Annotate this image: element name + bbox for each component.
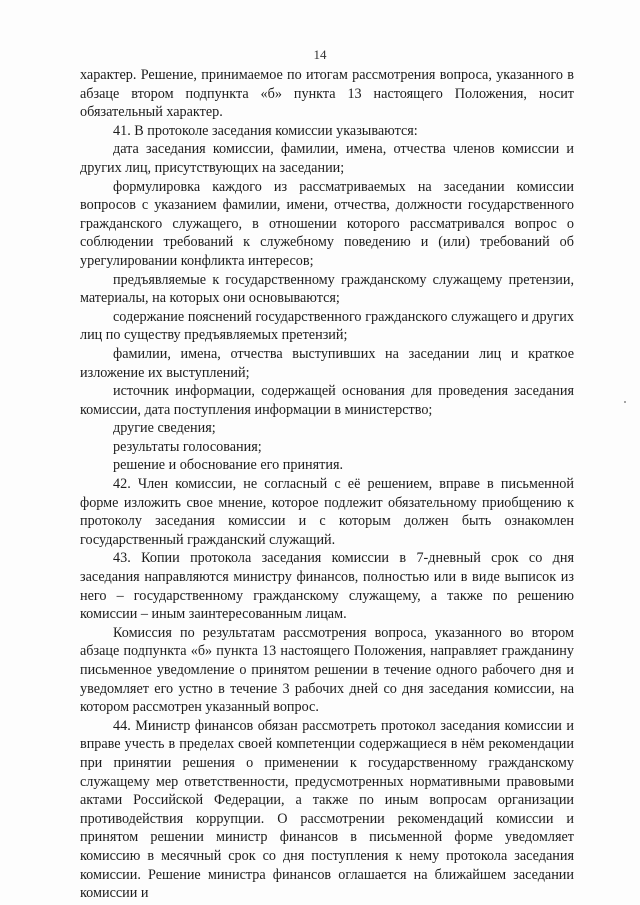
paragraph: дата заседания комиссии, фамилии, имена, отчества членов комиссии и других лиц, присутствующих на заседании;: [80, 141, 574, 176]
paragraph: формулировка каждого из рассматриваемых на заседании комиссии вопросов с указанием фамилии, имени, отчества, должности государственного гражданского служащего, в отношении которого рассматривался вопрос о соблюдении требований к служебному поведению и (или) требований об урегулировании конфликта интересов;: [80, 178, 574, 269]
paragraph: содержание пояснений государственного гражданского служащего и других лиц по существу предъявляемых претензий;: [80, 308, 574, 344]
paragraph: решение и обоснование его принятия.: [113, 457, 344, 474]
paragraph: результаты голосования;: [113, 438, 262, 455]
page-number: 14: [313, 47, 327, 62]
paragraph: Комиссия по результатам рассмотрения вопроса, указанного во втором абзаце подпункта «б» пункта 13 настоящего Положения, направляет гражданину письменное уведомление о принятом решении в течение одного рабочего дня и уведомляет его устно в течение 3 рабочих дней со дня заседания комиссии, на котором рассмотрен указанный вопрос.: [80, 624, 574, 716]
paragraph: 41. В протоколе заседания комиссии указываются:: [113, 122, 418, 139]
paragraph: фамилии, имена, отчества выступивших на заседании лиц и краткое изложение их выступлений;: [80, 345, 574, 381]
paragraph: источник информации, содержащей основания для проведения заседания комиссии, дата поступления информации в министерство;: [80, 383, 574, 418]
paragraph: 43. Копии протокола заседания комиссии в 7-дневный срок со дня заседания направляются министру финансов, полностью или в виде выписок из него – государственному гражданскому служащему, а также по решению комиссии – иным заинтересованным лицам.: [80, 550, 574, 623]
paragraph: другие сведения;: [113, 420, 216, 437]
paragraph: предъявляемые к государственному гражданскому служащему претензии, материалы, на которых они основываются;: [80, 271, 574, 307]
scan-speck: [624, 401, 626, 403]
document-body: [80, 66, 574, 903]
paragraph: характер. Решение, принимаемое по итогам рассмотрения вопроса, указанного в абзаце втором подпункта «б» пункта 13 настоящего Положения, носит обязательный характер.: [80, 67, 574, 121]
paragraph: 42. Член комиссии, не согласный с её решением, вправе в письменной форме изложить свое мнение, которое подлежит обязательному приобщению к протоколу заседания комиссии и с которым должен быть ознакомлен государственный гражданский служащий.: [80, 476, 574, 548]
paragraph: 44. Министр финансов обязан рассмотреть протокол заседания комиссии и вправе учесть в пределах своей компетенции содержащиеся в нём рекомендации при принятии решения о применении к государственному гражданскому служащему мер ответственности, предусмотренных нормативными правовыми актами Российской Федерации, а также по иным вопросам организации противодействия коррупции. О рассмотрении рекомендаций комиссии и принятом решении министр финансов в письменной форме уведомляет комиссию в месячный срок со дня поступления к нему протокола заседания комиссии. Решение министра финансов оглашается на ближайшем заседании комиссии и: [80, 717, 574, 902]
